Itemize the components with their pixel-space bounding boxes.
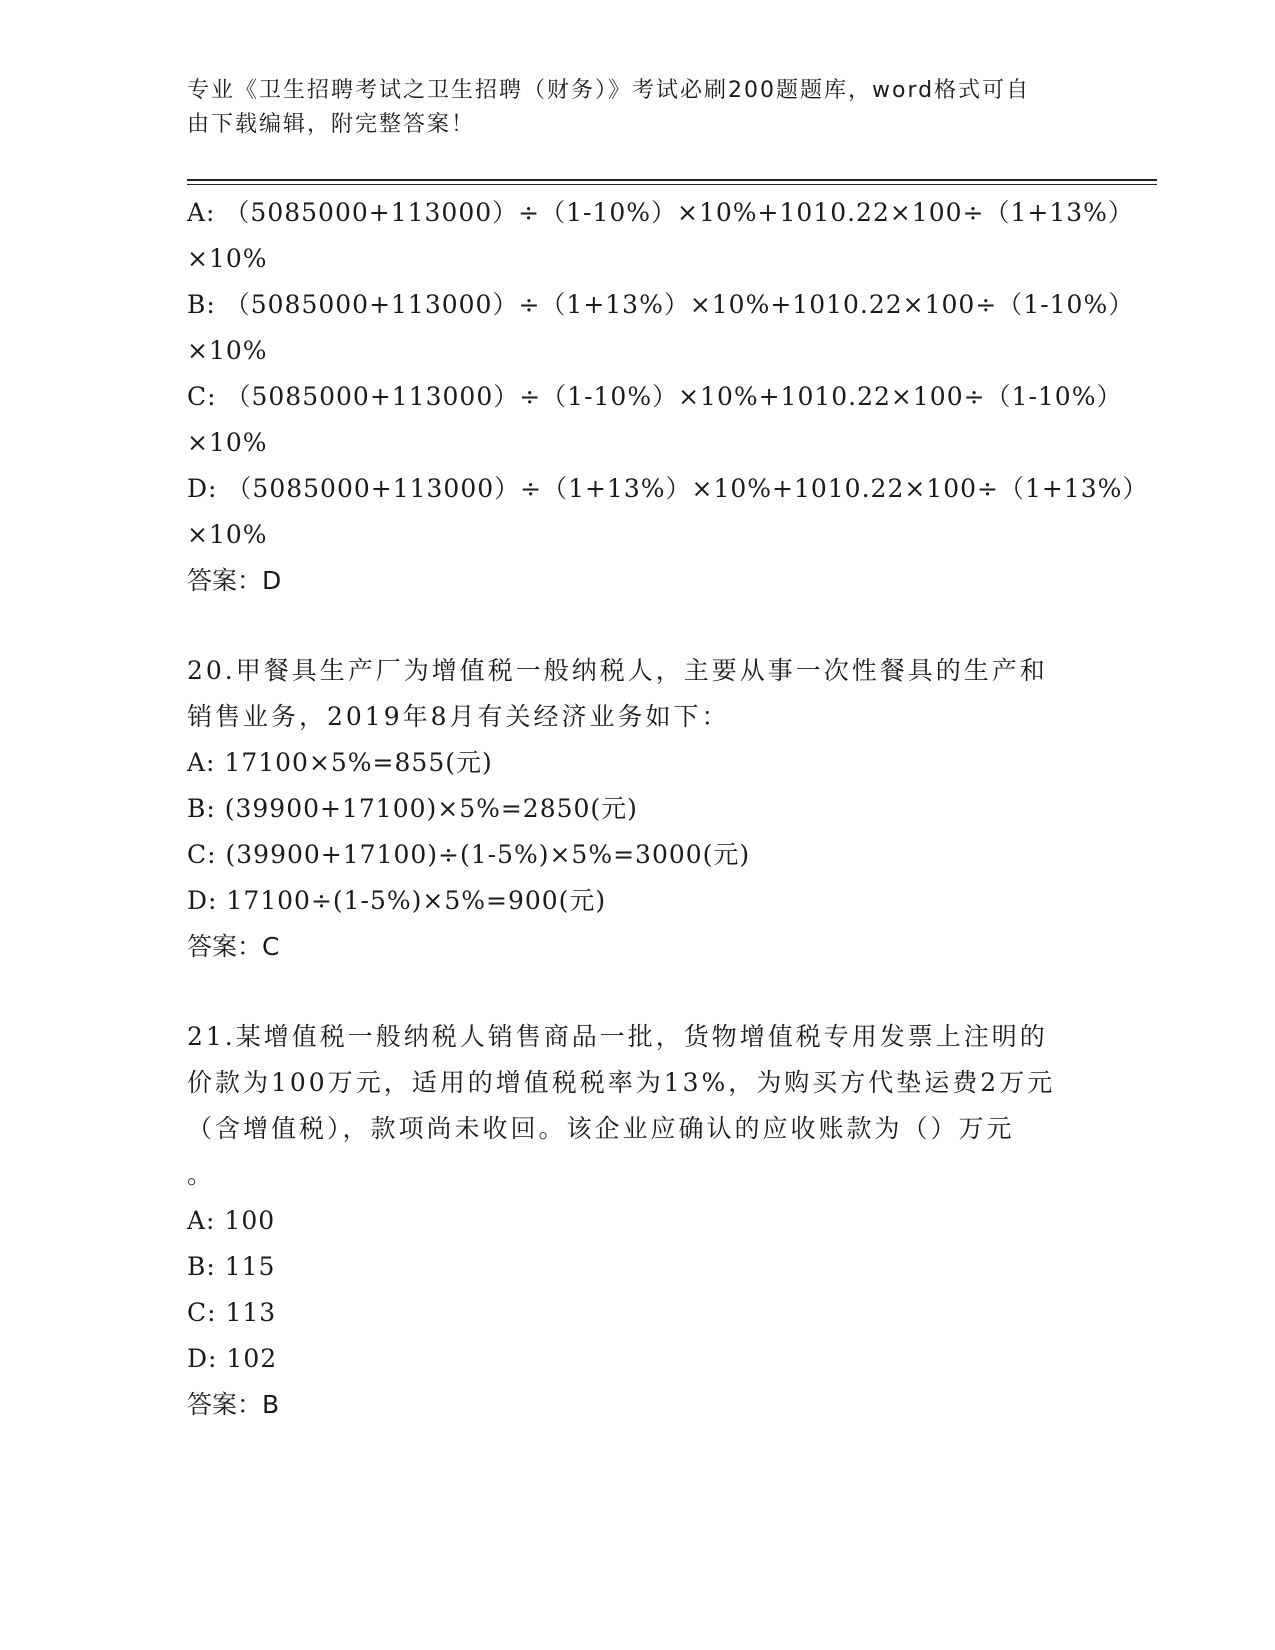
option-d: D: 17100÷(1-5%)×5%=900(元): [187, 886, 607, 915]
option-d: D: 102: [187, 1344, 278, 1373]
option-c-line-1: C: （5085000+113000）÷（1-10%）×10%+1010.22×100÷（1-10%）: [187, 382, 1123, 411]
option-d-line-1: D: （5085000+113000）÷（1+13%）×10%+1010.22×100÷（1+13%）: [187, 474, 1149, 503]
option-b: B: (39900+17100)×5%=2850(元): [187, 794, 638, 823]
document-body: [187, 190, 1149, 1428]
option-c-line-2: ×10%: [187, 428, 268, 457]
option-a: A: 100: [187, 1206, 276, 1235]
question-20-text-line-1: 20.甲餐具生产厂为增值税一般纳税人，主要从事一次性餐具的生产和: [187, 656, 1048, 685]
spacer: [187, 604, 1087, 648]
question-19-options: [187, 190, 1149, 604]
question-20: [187, 648, 1087, 970]
option-c: C: (39900+17100)÷(1-5%)×5%=3000(元): [187, 840, 751, 869]
question-21-text-line-2: 价款为100万元，适用的增值税税率为13%，为购买方代垫运费2万元: [187, 1068, 1056, 1097]
option-a: A: 17100×5%=855(元): [187, 748, 493, 777]
answer-19: 答案：D: [187, 566, 282, 595]
header-line-2: 由下载编辑，附完整答案！: [187, 112, 476, 137]
answer-20: 答案：C: [187, 932, 280, 961]
header-divider-thin: [187, 184, 1157, 185]
option-c: C: 113: [187, 1298, 277, 1327]
answer-21: 答案：B: [187, 1390, 280, 1419]
option-a-line-2: ×10%: [187, 244, 268, 273]
spacer: [187, 970, 1087, 1014]
header-line-1: 专业《卫生招聘考试之卫生招聘（财务）》考试必刷200题题库，word格式可自: [187, 78, 1031, 103]
option-d-line-2: ×10%: [187, 520, 268, 549]
option-b-line-2: ×10%: [187, 336, 268, 365]
question-21: [187, 1014, 1087, 1428]
document-header: [187, 74, 1067, 142]
question-21-text-line-4: 。: [187, 1160, 216, 1189]
option-b: B: 115: [187, 1252, 276, 1281]
question-20-text-line-2: 销售业务，2019年8月有关经济业务如下：: [187, 702, 730, 731]
option-a-line-1: A: （5085000+113000）÷（1-10%）×10%+1010.22×100÷（1+13%）: [187, 198, 1134, 227]
question-21-text-line-3: （含增值税），款项尚未收回。该企业应确认的应收账款为（）万元: [187, 1114, 1015, 1143]
option-b-line-1: B: （5085000+113000）÷（1+13%）×10%+1010.22×100÷（1-10%）: [187, 290, 1135, 319]
header-divider-thick: [187, 179, 1157, 181]
question-21-text-line-1: 21.某增值税一般纳税人销售商品一批，货物增值税专用发票上注明的: [187, 1022, 1048, 1051]
